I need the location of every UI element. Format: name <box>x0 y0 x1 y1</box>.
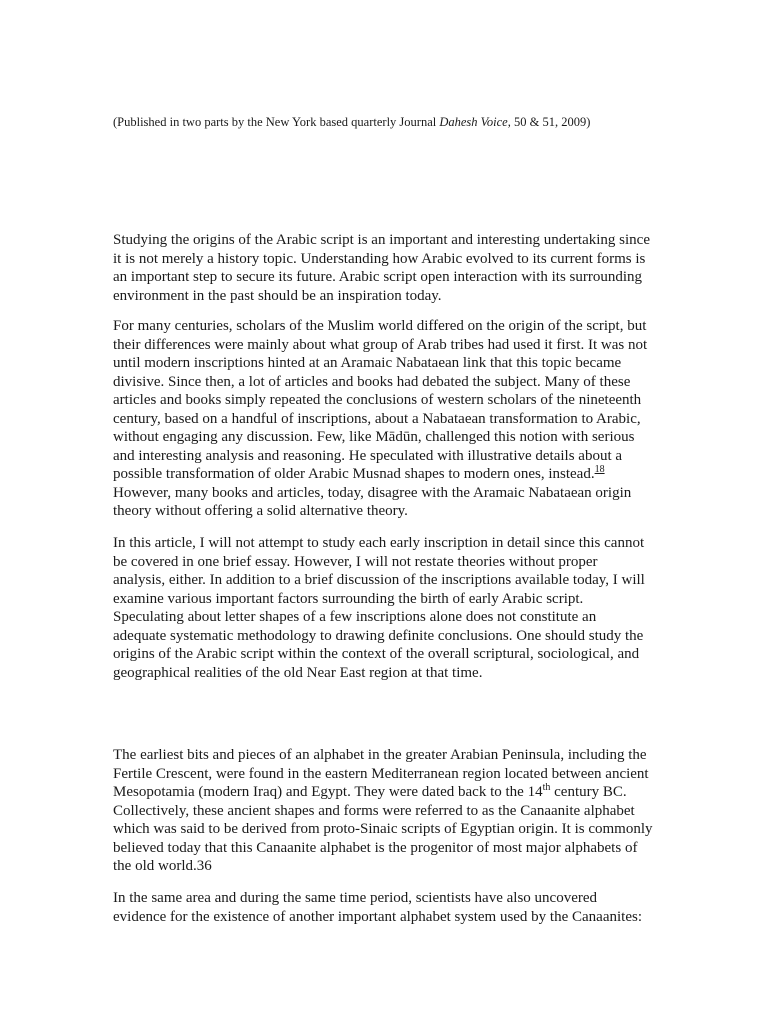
text-line: The earliest bits and pieces of an alphabet in the greater Arabian Peninsula, including the <box>113 747 647 763</box>
paragraph <box>113 889 733 926</box>
text-line: be covered in one brief essay. However, I will not restate theories without proper <box>113 553 598 570</box>
ordinal-superscript: th <box>542 782 551 793</box>
text-line: In the same area and during the same time period, scientists have also uncovered <box>113 890 597 906</box>
text-line: their differences were mainly about what group of Arab tribes had used it first. It was not <box>113 336 648 353</box>
paragraph <box>113 534 733 682</box>
text-line: the old world.36 <box>113 858 212 874</box>
text-line: For many centuries, scholars of the Muslim world differed on the origin of the script, but <box>113 318 647 334</box>
paragraph <box>113 231 733 305</box>
text-line: believed today that this Canaanite alphabet is the progenitor of most major alphabets of <box>113 839 638 856</box>
publication-note-suffix: , 50 & 51, 2009) <box>507 115 591 129</box>
footnote-reference-link[interactable]: 18 <box>594 464 605 475</box>
text-segment: century BC. <box>550 784 627 800</box>
text-line: divisive. Since then, a lot of articles and books had debated the subject. Many of these <box>113 373 631 390</box>
publication-note-prefix: (Published in two parts by the New York based quarterly Journal <box>113 115 440 129</box>
text-line: Speculating about letter shapes of a few inscriptions alone does not constitute an <box>113 609 597 625</box>
text-line: origins of the Arabic script within the context of the overall scriptural, sociological, and <box>113 646 640 662</box>
text-line: an important step to secure its future. Arabic script open interaction with its surrounding <box>113 269 643 285</box>
text-segment: Mesopotamia (modern Iraq) and Egypt. They were dated back to the 14 <box>113 784 543 800</box>
text-line: Studying the origins of the Arabic script is an important and interesting undertaking since <box>113 232 650 248</box>
text-line: environment in the past should be an inspiration today. <box>113 287 442 304</box>
text-line: analysis, either. In addition to a brief discussion of the inscriptions available today, I will <box>113 572 645 588</box>
text-line: until modern inscriptions hinted at an Aramaic Nabataean link that this topic became <box>113 355 622 371</box>
text-line: evidence for the existence of another important alphabet system used by the Canaanites: <box>113 908 642 925</box>
paragraph <box>113 317 733 521</box>
text-line: articles and books simply repeated the conclusions of western scholars of the nineteenth <box>113 392 642 408</box>
text-line: In this article, I will not attempt to study each early inscription in detail since this cannot <box>113 535 645 551</box>
journal-title: Dahesh Voice <box>439 115 508 129</box>
publication-note <box>113 114 733 130</box>
text-line: Fertile Crescent, were found in the eastern Mediterranean region located between ancient <box>113 765 649 782</box>
text-line: Collectively, these ancient shapes and forms were referred to as the Canaanite alphabet <box>113 802 635 819</box>
paragraph <box>113 746 733 876</box>
text-line: it is not merely a history topic. Understanding how Arabic evolved to its current forms is <box>113 250 646 267</box>
text-line: However, many books and articles, today, disagree with the Aramaic Nabataean origin <box>113 484 632 501</box>
text-line: and interesting analysis and reasoning. He speculated with illustrative details about a <box>113 447 623 464</box>
text-line: without engaging any discussion. Few, like Mādūn, challenged this notion with serious <box>113 429 635 445</box>
text-line: adequate systematic methodology to drawing definite conclusions. One should study the <box>113 627 644 644</box>
text-line: which was said to be derived from proto-Sinaic scripts of Egyptian origin. It is commonly <box>113 821 653 837</box>
text-line: theory without offering a solid alternative theory. <box>113 503 408 519</box>
text-line: examine various important factors surrounding the birth of early Arabic script. <box>113 590 584 607</box>
text-segment: possible transformation of older Arabic Musnad shapes to modern ones, instead. <box>113 466 595 482</box>
text-line: century, based on a handful of inscriptions, about a Nabataean transformation to Arabic, <box>113 410 641 427</box>
text-line: geographical realities of the old Near East region at that time. <box>113 664 483 681</box>
text-line <box>113 465 733 484</box>
text-line <box>113 783 733 802</box>
